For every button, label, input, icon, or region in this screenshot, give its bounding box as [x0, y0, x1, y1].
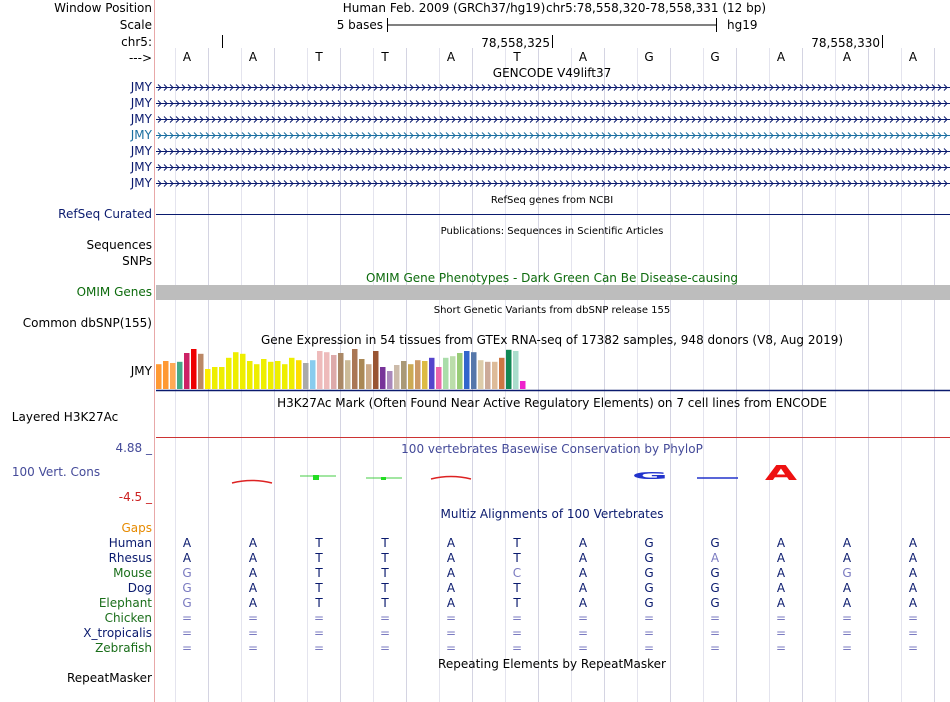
- gtex-tissue-bar[interactable]: [226, 358, 232, 389]
- window-position-label[interactable]: Window Position: [54, 1, 152, 15]
- alignment-base: A: [578, 596, 588, 610]
- species-label[interactable]: Dog: [127, 581, 152, 595]
- phylop-mark: [431, 477, 471, 480]
- assembly-text: Human Feb. 2009 (GRCh37/hg19): [342, 1, 546, 15]
- gtex-tissue-bar[interactable]: [156, 364, 162, 389]
- alignment-base: A: [908, 536, 918, 550]
- gencode-tracks[interactable]: [130, 80, 950, 190]
- gencode-transcript[interactable]: [130, 160, 950, 174]
- gtex-title: Gene Expression in 54 tissues from GTEx RNA-seq of 17382 samples, 948 donors (V8, Aug 2019): [260, 333, 844, 347]
- alignment-base: =: [181, 611, 193, 625]
- multiz-row[interactable]: [109, 551, 918, 565]
- alignment-base: =: [775, 641, 787, 655]
- alignment-base: =: [379, 641, 391, 655]
- alignment-base: =: [313, 641, 325, 655]
- alignment-base: =: [709, 641, 721, 655]
- gtex-tissue-bar[interactable]: [198, 354, 204, 389]
- cons-max-label: 4.88 _: [115, 441, 152, 455]
- alignment-base: G: [710, 596, 720, 610]
- gtex-tissue-bar[interactable]: [317, 351, 323, 389]
- gtex-label[interactable]: JMY: [130, 364, 152, 378]
- gtex-tissue-bar[interactable]: [415, 360, 421, 389]
- gencode-transcript-label[interactable]: JMY: [130, 176, 152, 190]
- gtex-tissue-bar[interactable]: [310, 360, 316, 389]
- alignment-base: T: [381, 566, 389, 580]
- base-letter: T: [315, 50, 323, 64]
- gtex-tissue-bar[interactable]: [443, 358, 449, 389]
- alignment-base: =: [511, 641, 523, 655]
- alignment-base: G: [644, 551, 654, 565]
- alignment-base: G: [182, 566, 192, 580]
- gtex-tissue-bar[interactable]: [275, 361, 281, 389]
- alignment-base: T: [315, 596, 323, 610]
- alignment-base: G: [842, 566, 852, 580]
- alignment-base: G: [644, 536, 654, 550]
- gtex-tissue-bar[interactable]: [170, 363, 176, 389]
- base-sequence-row: [183, 50, 918, 64]
- species-label[interactable]: Zebrafish: [95, 641, 152, 655]
- multiz-row[interactable]: [99, 596, 918, 610]
- alignment-base: A: [578, 581, 588, 595]
- alignment-base: A: [842, 581, 852, 595]
- alignment-base: A: [908, 566, 918, 580]
- alignment-base: A: [248, 581, 258, 595]
- alignment-base: A: [182, 536, 192, 550]
- gencode-transcript[interactable]: [130, 144, 950, 158]
- alignment-base: A: [908, 551, 918, 565]
- phylop-logo-letter: G: [631, 469, 669, 482]
- alignment-base: =: [643, 626, 655, 640]
- gtex-tissue-bar[interactable]: [247, 361, 253, 389]
- cons-label[interactable]: 100 Vert. Cons: [11, 465, 101, 479]
- gtex-tissue-bar[interactable]: [338, 353, 344, 389]
- cons-title: 100 vertebrates Basewise Conservation by PhyloP: [401, 442, 703, 456]
- gtex-tissue-bar[interactable]: [436, 367, 442, 389]
- gencode-transcript[interactable]: [130, 96, 950, 110]
- alignment-base: =: [511, 626, 523, 640]
- multiz-row[interactable]: [128, 581, 918, 595]
- gtex-tissue-bar[interactable]: [240, 354, 246, 389]
- alignment-base: A: [578, 536, 588, 550]
- omim-title: OMIM Gene Phenotypes - Dark Green Can Be Disease-causing: [365, 271, 739, 285]
- alignment-base: A: [578, 566, 588, 580]
- gtex-tissue-bar[interactable]: [471, 352, 477, 389]
- gtex-tissue-bar[interactable]: [219, 367, 225, 389]
- species-label[interactable]: Chicken: [104, 611, 152, 625]
- gencode-transcript[interactable]: [130, 176, 950, 190]
- alignment-base: =: [577, 626, 589, 640]
- gtex-tissue-bar[interactable]: [205, 369, 211, 389]
- species-label[interactable]: Human: [108, 536, 152, 550]
- gtex-tissue-bar[interactable]: [261, 359, 267, 389]
- gtex-tissue-bar[interactable]: [212, 367, 218, 389]
- alignment-base: G: [644, 596, 654, 610]
- position-text: chr5:78,558,320-78,558,331 (12 bp): [545, 1, 767, 15]
- alignment-base: =: [577, 611, 589, 625]
- base-letter: A: [248, 50, 258, 64]
- base-letter: A: [908, 50, 918, 64]
- alignment-base: =: [643, 611, 655, 625]
- base-letter: T: [381, 50, 389, 64]
- publications-title: Publications: Sequences in Scientific Articles: [440, 226, 664, 237]
- base-letter: A: [446, 50, 456, 64]
- alignment-base: T: [513, 551, 521, 565]
- alignment-base: T: [513, 581, 521, 595]
- alignment-base: =: [379, 611, 391, 625]
- phylop-logo-letter: A: [764, 460, 798, 486]
- alignment-base: A: [248, 551, 258, 565]
- alignment-base: =: [313, 626, 325, 640]
- gtex-tissue-bar[interactable]: [499, 358, 505, 389]
- multiz-row[interactable]: [109, 536, 918, 550]
- sequences-label[interactable]: Sequences: [86, 238, 152, 252]
- dbsnp-label[interactable]: Common dbSNP(155): [22, 316, 152, 330]
- alignment-base: =: [445, 641, 457, 655]
- gtex-tissue-bar[interactable]: [429, 358, 435, 389]
- alignment-base: =: [775, 611, 787, 625]
- species-label[interactable]: Rhesus: [108, 551, 152, 565]
- chrom-label[interactable]: chr5:: [121, 35, 152, 49]
- multiz-title: Multiz Alignments of 100 Vertebrates: [440, 507, 664, 521]
- gencode-transcript[interactable]: [130, 80, 950, 94]
- alignment-base: A: [578, 551, 588, 565]
- repeatmasker-title: Repeating Elements by RepeatMasker: [438, 657, 666, 671]
- alignment-base: =: [511, 611, 523, 625]
- alignment-base: G: [644, 581, 654, 595]
- gtex-tissue-bar[interactable]: [485, 362, 491, 389]
- gtex-tissue-bar[interactable]: [296, 360, 302, 389]
- gencode-transcript-label[interactable]: JMY: [130, 144, 152, 158]
- alignment-base: T: [513, 536, 521, 550]
- gtex-tissue-bar[interactable]: [177, 362, 183, 389]
- db-text: hg19: [727, 18, 758, 32]
- alignment-base: G: [710, 566, 720, 580]
- alignment-base: C: [512, 566, 522, 580]
- gtex-tissue-bar[interactable]: [450, 356, 456, 389]
- refseq-title: RefSeq genes from NCBI: [490, 195, 614, 206]
- gencode-transcript-label[interactable]: JMY: [130, 128, 152, 142]
- gencode-transcript-label[interactable]: JMY: [130, 80, 152, 94]
- gencode-transcript[interactable]: [130, 112, 950, 126]
- alignment-base: =: [247, 626, 259, 640]
- alignment-base: T: [513, 596, 521, 610]
- alignment-base: =: [841, 641, 853, 655]
- alignment-base: =: [247, 611, 259, 625]
- alignment-base: =: [313, 611, 325, 625]
- scale-text: 5 bases: [336, 18, 383, 32]
- alignment-base: =: [841, 611, 853, 625]
- gtex-tissue-bar[interactable]: [268, 362, 274, 389]
- alignment-base: A: [908, 581, 918, 595]
- base-letter: A: [578, 50, 588, 64]
- alignment-base: G: [710, 581, 720, 595]
- gtex-bar-chart[interactable]: [156, 349, 526, 389]
- alignment-base: T: [381, 551, 389, 565]
- alignment-base: T: [381, 536, 389, 550]
- gtex-tissue-bar[interactable]: [520, 381, 526, 389]
- gtex-tissue-bar[interactable]: [401, 361, 407, 389]
- omim-label[interactable]: OMIM Genes: [76, 285, 152, 299]
- gtex-tissue-bar[interactable]: [366, 364, 372, 389]
- alignment-base: A: [776, 551, 786, 565]
- base-letter: G: [710, 50, 720, 64]
- alignment-base: G: [182, 581, 192, 595]
- alignment-base: A: [446, 581, 456, 595]
- gtex-tissue-bar[interactable]: [163, 361, 169, 389]
- alignment-base: A: [776, 596, 786, 610]
- h3k27ac-title: H3K27Ac Mark (Often Found Near Active Regulatory Elements) on 7 cell lines from ENCODE: [277, 396, 827, 410]
- alignment-base: A: [446, 551, 456, 565]
- gtex-tissue-bar[interactable]: [492, 362, 498, 389]
- alignment-base: A: [776, 581, 786, 595]
- gencode-transcript-label[interactable]: JMY: [130, 96, 152, 110]
- alignment-base: =: [445, 611, 457, 625]
- alignment-base: G: [182, 596, 192, 610]
- gtex-tissue-bar[interactable]: [303, 363, 309, 389]
- gtex-tissue-bar[interactable]: [373, 351, 379, 389]
- multiz-row[interactable]: [105, 611, 918, 625]
- alignment-base: A: [710, 551, 720, 565]
- multiz-row[interactable]: [113, 566, 918, 580]
- gtex-tissue-bar[interactable]: [289, 358, 295, 389]
- gencode-transcript-label[interactable]: JMY: [130, 160, 152, 174]
- base-letter: A: [182, 50, 192, 64]
- gtex-tissue-bar[interactable]: [352, 349, 358, 389]
- multiz-row[interactable]: [95, 641, 918, 655]
- gtex-tissue-bar[interactable]: [331, 355, 337, 389]
- alignment-base: =: [907, 641, 919, 655]
- alignment-base: A: [446, 596, 456, 610]
- alignment-base: =: [907, 611, 919, 625]
- alignment-base: A: [248, 566, 258, 580]
- alignment-base: A: [842, 596, 852, 610]
- gtex-tissue-bar[interactable]: [324, 352, 330, 389]
- alignment-base: =: [379, 626, 391, 640]
- gtex-tissue-bar[interactable]: [380, 367, 386, 389]
- scale-label[interactable]: Scale: [119, 18, 152, 32]
- phylop-mark: [232, 481, 272, 484]
- alignment-base: T: [381, 596, 389, 610]
- gencode-title: GENCODE V49lift37: [492, 66, 612, 80]
- alignment-base: A: [446, 536, 456, 550]
- gtex-tissue-bar[interactable]: [506, 350, 512, 389]
- alignment-base: T: [315, 551, 323, 565]
- species-label[interactable]: Elephant: [98, 596, 152, 610]
- alignment-base: =: [445, 626, 457, 640]
- gtex-tissue-bar[interactable]: [422, 361, 428, 389]
- gtex-tissue-bar[interactable]: [394, 365, 400, 389]
- refseq-label[interactable]: RefSeq Curated: [58, 207, 152, 221]
- alignment-base: G: [644, 566, 654, 580]
- gtex-tissue-bar[interactable]: [282, 364, 288, 389]
- base-letter: A: [842, 50, 852, 64]
- strand-arrow-label[interactable]: --->: [128, 51, 152, 65]
- phylop-mark: [313, 475, 319, 480]
- species-label[interactable]: Mouse: [113, 566, 152, 580]
- alignment-base: A: [446, 566, 456, 580]
- gtex-tissue-bar[interactable]: [513, 351, 519, 389]
- gtex-tissue-bar[interactable]: [478, 360, 484, 389]
- alignment-base: A: [248, 596, 258, 610]
- gaps-label[interactable]: Gaps: [121, 521, 152, 535]
- cons-min-label: -4.5 _: [118, 490, 152, 504]
- alignment-base: T: [315, 536, 323, 550]
- gtex-tissue-bar[interactable]: [233, 352, 239, 389]
- alignment-base: A: [776, 536, 786, 550]
- alignment-base: A: [842, 536, 852, 550]
- gtex-tissue-bar[interactable]: [359, 359, 365, 389]
- species-label[interactable]: X_tropicalis: [83, 626, 152, 640]
- alignment-base: =: [907, 626, 919, 640]
- alignment-base: G: [710, 536, 720, 550]
- alignment-base: =: [577, 641, 589, 655]
- gtex-tissue-bar[interactable]: [457, 353, 463, 389]
- dbsnp-title: Short Genetic Variants from dbSNP release 155: [433, 305, 671, 316]
- alignment-base: =: [247, 641, 259, 655]
- alignment-base: =: [709, 611, 721, 625]
- alignment-base: A: [908, 596, 918, 610]
- omim-gene-bar[interactable]: [156, 285, 950, 300]
- base-letter: G: [644, 50, 654, 64]
- alignment-base: T: [315, 566, 323, 580]
- alignment-base: =: [775, 626, 787, 640]
- alignment-base: =: [181, 641, 193, 655]
- alignment-base: =: [181, 626, 193, 640]
- alignment-base: T: [381, 581, 389, 595]
- repeatmasker-label[interactable]: RepeatMasker: [66, 671, 152, 685]
- alignment-base: A: [182, 551, 192, 565]
- gtex-tissue-bar[interactable]: [345, 360, 351, 389]
- gencode-transcript[interactable]: [130, 128, 950, 142]
- gtex-tissue-bar[interactable]: [191, 349, 197, 389]
- base-letter: T: [513, 50, 521, 64]
- ruler-coord-1: 78,558,325: [481, 36, 550, 50]
- gtex-tissue-bar[interactable]: [464, 351, 470, 389]
- alignment-base: =: [709, 626, 721, 640]
- h3k27ac-label[interactable]: Layered H3K27Ac: [11, 410, 119, 424]
- snps-label[interactable]: SNPs: [122, 254, 152, 268]
- alignment-base: T: [315, 581, 323, 595]
- base-letter: A: [776, 50, 786, 64]
- gtex-tissue-bar[interactable]: [387, 371, 393, 389]
- alignment-base: A: [842, 551, 852, 565]
- phylop-mark: [381, 477, 386, 480]
- gtex-tissue-bar[interactable]: [408, 364, 414, 389]
- gencode-transcript-label[interactable]: JMY: [130, 112, 152, 126]
- gtex-tissue-bar[interactable]: [184, 353, 190, 389]
- alignment-base: =: [841, 626, 853, 640]
- ruler-coord-2: 78,558,330: [811, 36, 880, 50]
- alignment-base: A: [248, 536, 258, 550]
- alignment-base: A: [776, 566, 786, 580]
- gtex-tissue-bar[interactable]: [254, 364, 260, 389]
- alignment-base: =: [643, 641, 655, 655]
